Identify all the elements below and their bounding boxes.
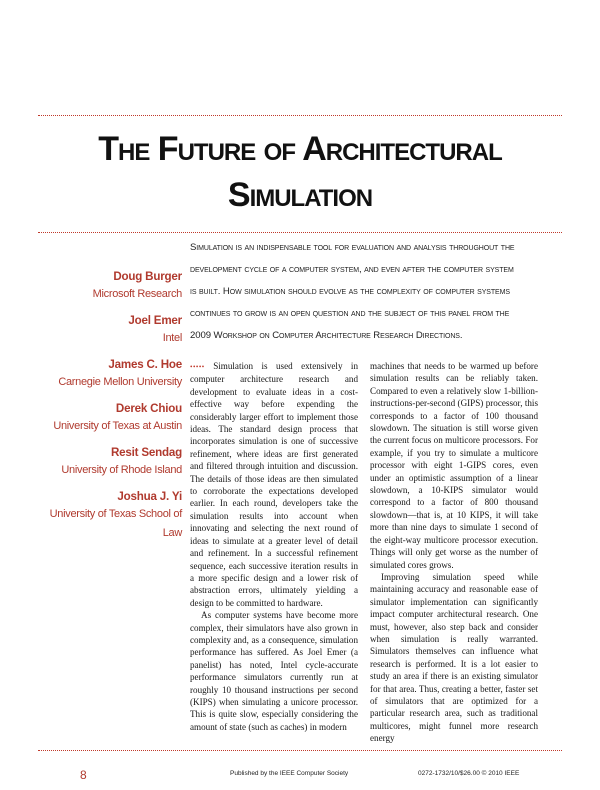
author-affiliation: Carnegie Mellon University bbox=[58, 376, 182, 388]
author bbox=[30, 400, 182, 436]
author bbox=[30, 268, 182, 304]
top-rule bbox=[38, 115, 562, 116]
title-rule bbox=[38, 232, 562, 233]
author-name: Joel Emer bbox=[128, 314, 182, 327]
body-column-right bbox=[370, 360, 538, 745]
copyright-line: 0272-1732/10/$26.00 © 2010 IEEE bbox=[418, 770, 520, 777]
article-title: The Future of Architectural Simulation bbox=[98, 130, 502, 214]
author-name: Resit Sendag bbox=[110, 446, 182, 459]
body-paragraph: machines that needs to be warmed up before simulation results can be reliably taken. Compared to even a relatively slow 1-billion-instructions-per-second (GIPS) processor, this corresponds to a factor of 100 thousand slowdown. The situation is still worse given the current focus on multicore processors. For example, if you try to simulate a multicore processor with eight 1-GIPS cores, even under an optimistic assumption of a linear slowdown, a 10-KIPS simulator would correspond to a factor of 800 thousand slowdown—that is, at 10 KIPS, it will take more than nine days to simulate 1 second of the eight-way multicore processor execution. Things will only get worse as the number of simulated cores grows. bbox=[370, 361, 538, 570]
author-name: James C. Hoe bbox=[108, 358, 182, 371]
author-name: Doug Burger bbox=[113, 270, 182, 283]
page-number: 8 bbox=[80, 768, 87, 782]
author-affiliation: University of Texas at Austin bbox=[53, 420, 182, 432]
author bbox=[30, 444, 182, 480]
body-paragraph: As computer systems have become more complex, their simulators have also grown in complexity and, as a consequence, simulation performance has suffered. As Joel Emer (a panelist) has noted, Intel cycle-accurate performance simulators currently run at roughly 10 thousand instructions per second (KIPS) when simulating a unicore processor. This is quite slow, especially considering the amount of state (such as caches) in modern bbox=[190, 610, 358, 732]
paragraph-text: Simulation is used extensively in computer architecture research and development to evaluate ideas in a cost-effective way before expending the considerably larger effort to implement those ideas. The standard design process that incorporates simulation is one of successive refinement, where ideas are first generated and filtered through intuition and discussion. The details of those ideas are then simulated to corroborate the expectations developed earlier. In each round, developers take the simulation results into account when innovating and selecting the next round of ideas to simulate at a greater level of detail and refinement. In a successful refinement sequence, each successive iteration results in a more specific design and a lower risk of abstraction errors, ultimately yielding a design to be committed to hardware. bbox=[190, 361, 358, 608]
author-list bbox=[30, 268, 182, 551]
author-name: Joshua J. Yi bbox=[117, 490, 182, 503]
author-name: Derek Chiou bbox=[115, 402, 182, 415]
author bbox=[30, 488, 182, 543]
author-affiliation: University of Rhode Island bbox=[61, 464, 182, 476]
author bbox=[30, 356, 182, 392]
body-column-left bbox=[190, 360, 358, 733]
author bbox=[30, 312, 182, 348]
abstract: Simulation is an indispensable tool for evaluation and analysis throughout the development cycle of a computer system, and even after the computer system is built. How simulation should evolve as the complexity of computer systems continues to grow is an open question and the subject of this panel from the 2009 Workshop on Computer Architecture Research Directions. bbox=[190, 242, 515, 341]
body-paragraph: Improving simulation speed while maintaining accuracy and reasonable ease of simulator implementation can significantly impact computer architectural research. One must, however, also step back and consider when simulation is really warranted. Simulators themselves can influence what research is performed. It is a lot easier to study an area if there is an existing simulator for that area. Thus, creating a better, faster set of simulators that are optimized for a particular research area, such as traditional multicores, might funnel more research energy bbox=[370, 571, 538, 744]
author-affiliation: Intel bbox=[162, 332, 182, 344]
footer-rule bbox=[38, 750, 562, 751]
section-bullets: ••••• bbox=[190, 363, 205, 371]
author-affiliation: University of Texas School of Law bbox=[49, 508, 182, 539]
author-affiliation: Microsoft Research bbox=[92, 288, 182, 300]
body-paragraph bbox=[190, 360, 358, 609]
publisher-line: Published by the IEEE Computer Society bbox=[230, 770, 349, 777]
